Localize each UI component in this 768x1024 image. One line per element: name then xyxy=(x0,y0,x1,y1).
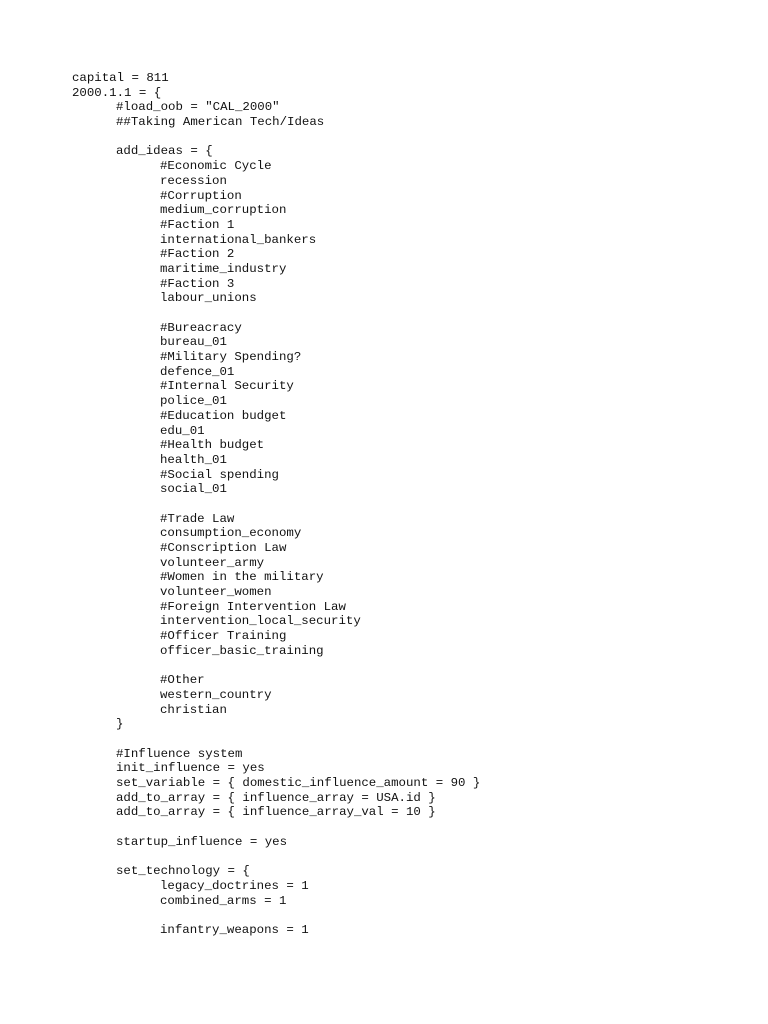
code-line: 2000.1.1 = { xyxy=(72,85,162,100)
blank-line xyxy=(72,849,480,864)
code-line: #load_oob = "CAL_2000" xyxy=(116,100,280,115)
code-line: police_01 xyxy=(160,394,227,409)
code-line: legacy_doctrines = 1 xyxy=(160,878,309,893)
code-line: recession xyxy=(160,173,227,188)
code-line: init_influence = yes xyxy=(116,761,265,776)
code-line: } xyxy=(116,717,124,732)
code-line: combined_arms = 1 xyxy=(160,893,287,908)
code-line: #Officer Training xyxy=(160,629,287,644)
code-line: medium_corruption xyxy=(160,203,287,218)
code-line: infantry_weapons = 1 xyxy=(160,922,309,937)
code-line: volunteer_army xyxy=(160,555,265,570)
blank-line xyxy=(72,130,480,145)
code-line: #Women in the military xyxy=(160,570,324,585)
code-line: intervention_local_security xyxy=(160,614,361,629)
code-line: capital = 811 xyxy=(72,71,169,85)
code-line: international_bankers xyxy=(160,232,317,247)
code-line: edu_01 xyxy=(160,423,205,438)
code-line: #Military Spending? xyxy=(160,350,302,365)
code-line: christian xyxy=(160,702,227,717)
blank-line xyxy=(72,732,480,747)
code-line: #Education budget xyxy=(160,408,287,423)
code-line: western_country xyxy=(160,687,272,702)
code-line: #Internal Security xyxy=(160,379,294,394)
code-line: #Faction 1 xyxy=(160,217,235,232)
code-line: #Other xyxy=(160,673,205,688)
code-listing xyxy=(72,71,480,938)
code-line: labour_unions xyxy=(160,291,257,306)
blank-line xyxy=(72,306,480,321)
code-line: #Bureacracy xyxy=(160,320,242,335)
code-line: #Foreign Intervention Law xyxy=(160,599,346,614)
blank-line xyxy=(72,659,480,674)
blank-line xyxy=(72,497,480,512)
code-line: #Trade Law xyxy=(160,511,235,526)
code-line: #Health budget xyxy=(160,438,265,453)
code-line: add_to_array = { influence_array_val = 10 } xyxy=(116,805,436,820)
code-line: #Conscription Law xyxy=(160,541,287,555)
code-line: ##Taking American Tech/Ideas xyxy=(116,115,325,130)
code-line: #Faction 2 xyxy=(160,247,235,262)
code-line: add_to_array = { influence_array = USA.id } xyxy=(116,790,436,805)
code-line: bureau_01 xyxy=(160,335,227,350)
code-line: officer_basic_training xyxy=(160,643,324,658)
code-line: startup_influence = yes xyxy=(116,834,288,849)
code-line: #Corruption xyxy=(160,188,242,203)
code-line: #Influence system xyxy=(116,746,243,761)
code-line: #Social spending xyxy=(160,467,279,482)
code-line: #Economic Cycle xyxy=(160,159,272,174)
code-line: set_variable = { domestic_influence_amount = 90 } xyxy=(116,776,481,790)
code-line: health_01 xyxy=(160,452,227,467)
blank-line xyxy=(72,908,480,923)
blank-line xyxy=(72,820,480,835)
code-line: set_technology = { xyxy=(116,864,250,879)
code-line: #Faction 3 xyxy=(160,276,235,291)
code-line: consumption_economy xyxy=(160,526,302,541)
code-line: social_01 xyxy=(160,482,227,497)
code-line: volunteer_women xyxy=(160,585,272,600)
code-line: add_ideas = { xyxy=(116,144,213,159)
code-line: maritime_industry xyxy=(160,261,287,276)
code-line: defence_01 xyxy=(160,364,235,379)
